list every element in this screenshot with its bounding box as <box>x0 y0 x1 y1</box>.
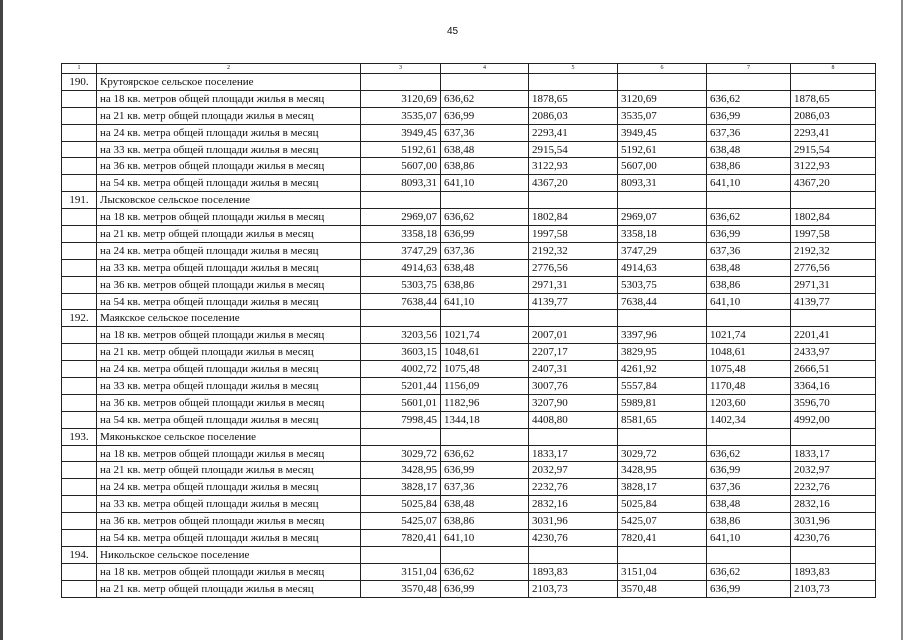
column-header-row <box>62 64 876 74</box>
value-cell: 1344,18 <box>441 411 529 428</box>
row-label: на 21 кв. метр общей площади жилья в месяц <box>97 462 361 479</box>
value-cell: 1048,61 <box>707 344 791 361</box>
empty-cell <box>62 563 97 580</box>
value-cell: 5601,01 <box>361 394 441 411</box>
table-row <box>62 394 876 411</box>
value-cell: 638,86 <box>707 276 791 293</box>
value-cell: 638,86 <box>441 513 529 530</box>
value-cell: 3007,76 <box>529 378 618 395</box>
value-cell: 2192,32 <box>791 242 876 259</box>
value-cell: 637,36 <box>441 242 529 259</box>
empty-cell <box>62 124 97 141</box>
value-cell: 638,86 <box>441 158 529 175</box>
value-cell: 1802,84 <box>529 209 618 226</box>
value-cell: 2832,16 <box>529 496 618 513</box>
empty-cell <box>441 546 529 563</box>
value-cell: 637,36 <box>707 479 791 496</box>
value-cell: 3397,96 <box>618 327 707 344</box>
section-header-row <box>62 192 876 209</box>
value-cell: 2086,03 <box>529 107 618 124</box>
value-cell: 1878,65 <box>791 90 876 107</box>
value-cell: 5201,44 <box>361 378 441 395</box>
scan-edge-left <box>0 0 3 640</box>
value-cell: 2032,97 <box>791 462 876 479</box>
table-row <box>62 259 876 276</box>
value-cell: 5425,07 <box>361 513 441 530</box>
section-number: 192. <box>62 310 97 327</box>
table-row <box>62 141 876 158</box>
table-row <box>62 378 876 395</box>
empty-cell <box>529 74 618 91</box>
row-label: на 18 кв. метров общей площади жилья в месяц <box>97 209 361 226</box>
section-header-row <box>62 74 876 91</box>
empty-cell <box>62 378 97 395</box>
value-cell: 8581,65 <box>618 411 707 428</box>
section-header-row <box>62 428 876 445</box>
table-body <box>62 64 876 598</box>
empty-cell <box>791 310 876 327</box>
empty-cell <box>62 496 97 513</box>
table-row <box>62 496 876 513</box>
value-cell: 2103,73 <box>529 580 618 597</box>
table-row <box>62 175 876 192</box>
column-header: 4 <box>441 64 529 74</box>
value-cell: 641,10 <box>707 175 791 192</box>
value-cell: 1878,65 <box>529 90 618 107</box>
value-cell: 638,48 <box>441 141 529 158</box>
empty-cell <box>62 141 97 158</box>
column-header: 8 <box>791 64 876 74</box>
empty-cell <box>618 74 707 91</box>
empty-cell <box>62 394 97 411</box>
value-cell: 3031,96 <box>791 513 876 530</box>
value-cell: 4230,76 <box>529 530 618 547</box>
empty-cell <box>62 293 97 310</box>
empty-cell <box>361 310 441 327</box>
value-cell: 638,48 <box>707 259 791 276</box>
value-cell: 3122,93 <box>791 158 876 175</box>
value-cell: 2915,54 <box>791 141 876 158</box>
value-cell: 2915,54 <box>529 141 618 158</box>
table-row <box>62 344 876 361</box>
value-cell: 3535,07 <box>361 107 441 124</box>
section-name: Никольское сельское поселение <box>97 546 361 563</box>
row-label: на 21 кв. метр общей площади жилья в месяц <box>97 344 361 361</box>
empty-cell <box>62 327 97 344</box>
table-row <box>62 90 876 107</box>
empty-cell <box>618 192 707 209</box>
value-cell: 8093,31 <box>361 175 441 192</box>
value-cell: 1156,09 <box>441 378 529 395</box>
row-label: на 54 кв. метра общей площади жилья в месяц <box>97 175 361 192</box>
value-cell: 636,62 <box>707 209 791 226</box>
empty-cell <box>791 192 876 209</box>
table-row <box>62 445 876 462</box>
table-row <box>62 530 876 547</box>
scan-edge-right <box>901 0 903 640</box>
value-cell: 636,99 <box>441 226 529 243</box>
empty-cell <box>441 310 529 327</box>
empty-cell <box>441 74 529 91</box>
empty-cell <box>62 580 97 597</box>
value-cell: 2969,07 <box>361 209 441 226</box>
row-label: на 24 кв. метра общей площади жилья в месяц <box>97 124 361 141</box>
value-cell: 5025,84 <box>361 496 441 513</box>
value-cell: 2971,31 <box>529 276 618 293</box>
value-cell: 5425,07 <box>618 513 707 530</box>
value-cell: 2776,56 <box>529 259 618 276</box>
value-cell: 4002,72 <box>361 361 441 378</box>
value-cell: 636,99 <box>707 226 791 243</box>
empty-cell <box>62 158 97 175</box>
value-cell: 7638,44 <box>361 293 441 310</box>
value-cell: 3570,48 <box>361 580 441 597</box>
value-cell: 5303,75 <box>618 276 707 293</box>
value-cell: 3151,04 <box>361 563 441 580</box>
value-cell: 636,62 <box>441 209 529 226</box>
row-label: на 36 кв. метров общей площади жилья в месяц <box>97 394 361 411</box>
empty-cell <box>529 310 618 327</box>
row-label: на 21 кв. метр общей площади жилья в месяц <box>97 107 361 124</box>
row-label: на 54 кв. метра общей площади жилья в месяц <box>97 411 361 428</box>
value-cell: 638,48 <box>441 259 529 276</box>
value-cell: 637,36 <box>441 124 529 141</box>
value-cell: 4139,77 <box>791 293 876 310</box>
value-cell: 3949,45 <box>361 124 441 141</box>
row-label: на 33 кв. метра общей площади жилья в месяц <box>97 378 361 395</box>
empty-cell <box>441 192 529 209</box>
column-header: 1 <box>62 64 97 74</box>
value-cell: 3747,29 <box>618 242 707 259</box>
value-cell: 636,99 <box>707 462 791 479</box>
value-cell: 5557,84 <box>618 378 707 395</box>
section-name: Мяконькское сельское поселение <box>97 428 361 445</box>
row-label: на 18 кв. метров общей площади жилья в месяц <box>97 327 361 344</box>
empty-cell <box>707 428 791 445</box>
value-cell: 2776,56 <box>791 259 876 276</box>
section-number: 190. <box>62 74 97 91</box>
value-cell: 1833,17 <box>529 445 618 462</box>
value-cell: 1402,34 <box>707 411 791 428</box>
empty-cell <box>62 479 97 496</box>
value-cell: 2293,41 <box>529 124 618 141</box>
empty-cell <box>707 310 791 327</box>
value-cell: 3828,17 <box>618 479 707 496</box>
value-cell: 636,99 <box>707 580 791 597</box>
value-cell: 638,48 <box>707 141 791 158</box>
value-cell: 3364,16 <box>791 378 876 395</box>
table-row <box>62 411 876 428</box>
value-cell: 4230,76 <box>791 530 876 547</box>
value-cell: 641,10 <box>707 530 791 547</box>
table-row <box>62 124 876 141</box>
value-cell: 2207,17 <box>529 344 618 361</box>
value-cell: 3031,96 <box>529 513 618 530</box>
empty-cell <box>361 546 441 563</box>
row-label: на 36 кв. метров общей площади жилья в месяц <box>97 276 361 293</box>
column-header: 2 <box>97 64 361 74</box>
value-cell: 2666,51 <box>791 361 876 378</box>
value-cell: 5192,61 <box>361 141 441 158</box>
value-cell: 3203,56 <box>361 327 441 344</box>
value-cell: 3122,93 <box>529 158 618 175</box>
empty-cell <box>618 310 707 327</box>
empty-cell <box>62 107 97 124</box>
value-cell: 3828,17 <box>361 479 441 496</box>
value-cell: 3120,69 <box>361 90 441 107</box>
table-row <box>62 361 876 378</box>
value-cell: 2007,01 <box>529 327 618 344</box>
value-cell: 637,36 <box>707 124 791 141</box>
empty-cell <box>791 428 876 445</box>
row-label: на 36 кв. метров общей площади жилья в месяц <box>97 158 361 175</box>
table-row <box>62 209 876 226</box>
empty-cell <box>62 259 97 276</box>
row-label: на 54 кв. метра общей площади жилья в месяц <box>97 530 361 547</box>
table-row <box>62 293 876 310</box>
value-cell: 641,10 <box>441 293 529 310</box>
value-cell: 1048,61 <box>441 344 529 361</box>
section-name: Крутоярское сельское поселение <box>97 74 361 91</box>
value-cell: 3535,07 <box>618 107 707 124</box>
value-cell: 1893,83 <box>791 563 876 580</box>
row-label: на 18 кв. метров общей площади жилья в месяц <box>97 563 361 580</box>
row-label: на 24 кв. метра общей площади жилья в месяц <box>97 242 361 259</box>
section-name: Лысковское сельское поселение <box>97 192 361 209</box>
row-label: на 24 кв. метра общей площади жилья в месяц <box>97 361 361 378</box>
tariff-table <box>61 63 876 598</box>
empty-cell <box>791 546 876 563</box>
value-cell: 2103,73 <box>791 580 876 597</box>
value-cell: 637,36 <box>441 479 529 496</box>
value-cell: 7638,44 <box>618 293 707 310</box>
value-cell: 4408,80 <box>529 411 618 428</box>
value-cell: 4992,00 <box>791 411 876 428</box>
value-cell: 5303,75 <box>361 276 441 293</box>
value-cell: 636,62 <box>441 563 529 580</box>
column-header: 7 <box>707 64 791 74</box>
value-cell: 3570,48 <box>618 580 707 597</box>
value-cell: 1021,74 <box>441 327 529 344</box>
value-cell: 3428,95 <box>361 462 441 479</box>
empty-cell <box>62 530 97 547</box>
value-cell: 3829,95 <box>618 344 707 361</box>
section-number: 193. <box>62 428 97 445</box>
value-cell: 638,48 <box>441 496 529 513</box>
column-header: 5 <box>529 64 618 74</box>
value-cell: 3120,69 <box>618 90 707 107</box>
value-cell: 7820,41 <box>361 530 441 547</box>
row-label: на 18 кв. метров общей площади жилья в месяц <box>97 90 361 107</box>
value-cell: 636,62 <box>707 563 791 580</box>
value-cell: 636,62 <box>707 445 791 462</box>
value-cell: 4914,63 <box>618 259 707 276</box>
value-cell: 8093,31 <box>618 175 707 192</box>
value-cell: 5025,84 <box>618 496 707 513</box>
value-cell: 638,86 <box>707 513 791 530</box>
empty-cell <box>62 242 97 259</box>
empty-cell <box>62 276 97 293</box>
table-row <box>62 242 876 259</box>
value-cell: 2433,97 <box>791 344 876 361</box>
value-cell: 4367,20 <box>791 175 876 192</box>
value-cell: 1802,84 <box>791 209 876 226</box>
value-cell: 2832,16 <box>791 496 876 513</box>
table-row <box>62 479 876 496</box>
section-header-row <box>62 310 876 327</box>
value-cell: 3029,72 <box>361 445 441 462</box>
table-row <box>62 107 876 124</box>
table-row <box>62 580 876 597</box>
row-label: на 54 кв. метра общей площади жилья в месяц <box>97 293 361 310</box>
value-cell: 1182,96 <box>441 394 529 411</box>
value-cell: 3747,29 <box>361 242 441 259</box>
value-cell: 638,86 <box>707 158 791 175</box>
value-cell: 636,99 <box>441 107 529 124</box>
value-cell: 637,36 <box>707 242 791 259</box>
row-label: на 18 кв. метров общей площади жилья в месяц <box>97 445 361 462</box>
value-cell: 5989,81 <box>618 394 707 411</box>
value-cell: 636,99 <box>707 107 791 124</box>
value-cell: 3207,90 <box>529 394 618 411</box>
value-cell: 1893,83 <box>529 563 618 580</box>
empty-cell <box>529 428 618 445</box>
row-label: на 33 кв. метра общей площади жилья в месяц <box>97 259 361 276</box>
table-row <box>62 563 876 580</box>
empty-cell <box>62 226 97 243</box>
value-cell: 3428,95 <box>618 462 707 479</box>
value-cell: 2407,31 <box>529 361 618 378</box>
table-row <box>62 158 876 175</box>
row-label: на 21 кв. метр общей площади жилья в месяц <box>97 226 361 243</box>
value-cell: 2232,76 <box>529 479 618 496</box>
empty-cell <box>529 546 618 563</box>
row-label: на 36 кв. метров общей площади жилья в месяц <box>97 513 361 530</box>
empty-cell <box>361 192 441 209</box>
value-cell: 2969,07 <box>618 209 707 226</box>
empty-cell <box>618 546 707 563</box>
section-name: Маякское сельское поселение <box>97 310 361 327</box>
empty-cell <box>441 428 529 445</box>
value-cell: 638,48 <box>707 496 791 513</box>
value-cell: 636,62 <box>707 90 791 107</box>
value-cell: 1075,48 <box>441 361 529 378</box>
value-cell: 1833,17 <box>791 445 876 462</box>
section-number: 191. <box>62 192 97 209</box>
value-cell: 638,86 <box>441 276 529 293</box>
value-cell: 3596,70 <box>791 394 876 411</box>
empty-cell <box>791 74 876 91</box>
row-label: на 21 кв. метр общей площади жилья в месяц <box>97 580 361 597</box>
empty-cell <box>62 513 97 530</box>
value-cell: 2232,76 <box>791 479 876 496</box>
value-cell: 2971,31 <box>791 276 876 293</box>
empty-cell <box>361 74 441 91</box>
empty-cell <box>62 361 97 378</box>
row-label: на 24 кв. метра общей площади жилья в месяц <box>97 479 361 496</box>
value-cell: 2192,32 <box>529 242 618 259</box>
value-cell: 1997,58 <box>791 226 876 243</box>
value-cell: 636,99 <box>441 580 529 597</box>
empty-cell <box>62 411 97 428</box>
value-cell: 2032,97 <box>529 462 618 479</box>
value-cell: 5607,00 <box>361 158 441 175</box>
row-label: на 33 кв. метра общей площади жилья в месяц <box>97 141 361 158</box>
empty-cell <box>62 344 97 361</box>
value-cell: 3358,18 <box>361 226 441 243</box>
value-cell: 3603,15 <box>361 344 441 361</box>
value-cell: 4914,63 <box>361 259 441 276</box>
table-row <box>62 513 876 530</box>
value-cell: 7998,45 <box>361 411 441 428</box>
value-cell: 4261,92 <box>618 361 707 378</box>
value-cell: 7820,41 <box>618 530 707 547</box>
value-cell: 3151,04 <box>618 563 707 580</box>
value-cell: 641,10 <box>441 175 529 192</box>
value-cell: 1203,60 <box>707 394 791 411</box>
row-label: на 33 кв. метра общей площади жилья в месяц <box>97 496 361 513</box>
table-row <box>62 327 876 344</box>
empty-cell <box>62 462 97 479</box>
value-cell: 4367,20 <box>529 175 618 192</box>
value-cell: 636,99 <box>441 462 529 479</box>
value-cell: 636,62 <box>441 90 529 107</box>
empty-cell <box>62 90 97 107</box>
empty-cell <box>707 546 791 563</box>
value-cell: 3358,18 <box>618 226 707 243</box>
empty-cell <box>529 192 618 209</box>
page-number: 45 <box>446 26 459 37</box>
empty-cell <box>62 445 97 462</box>
table-row <box>62 462 876 479</box>
value-cell: 2293,41 <box>791 124 876 141</box>
column-header: 6 <box>618 64 707 74</box>
value-cell: 641,10 <box>441 530 529 547</box>
empty-cell <box>62 209 97 226</box>
section-number: 194. <box>62 546 97 563</box>
value-cell: 3949,45 <box>618 124 707 141</box>
empty-cell <box>707 74 791 91</box>
value-cell: 641,10 <box>707 293 791 310</box>
empty-cell <box>707 192 791 209</box>
value-cell: 5192,61 <box>618 141 707 158</box>
value-cell: 2086,03 <box>791 107 876 124</box>
column-header: 3 <box>361 64 441 74</box>
value-cell: 1021,74 <box>707 327 791 344</box>
value-cell: 1075,48 <box>707 361 791 378</box>
value-cell: 2201,41 <box>791 327 876 344</box>
value-cell: 636,62 <box>441 445 529 462</box>
value-cell: 1170,48 <box>707 378 791 395</box>
empty-cell <box>618 428 707 445</box>
section-header-row <box>62 546 876 563</box>
empty-cell <box>361 428 441 445</box>
table-row <box>62 276 876 293</box>
table-row <box>62 226 876 243</box>
value-cell: 5607,00 <box>618 158 707 175</box>
value-cell: 4139,77 <box>529 293 618 310</box>
value-cell: 3029,72 <box>618 445 707 462</box>
value-cell: 1997,58 <box>529 226 618 243</box>
empty-cell <box>62 175 97 192</box>
